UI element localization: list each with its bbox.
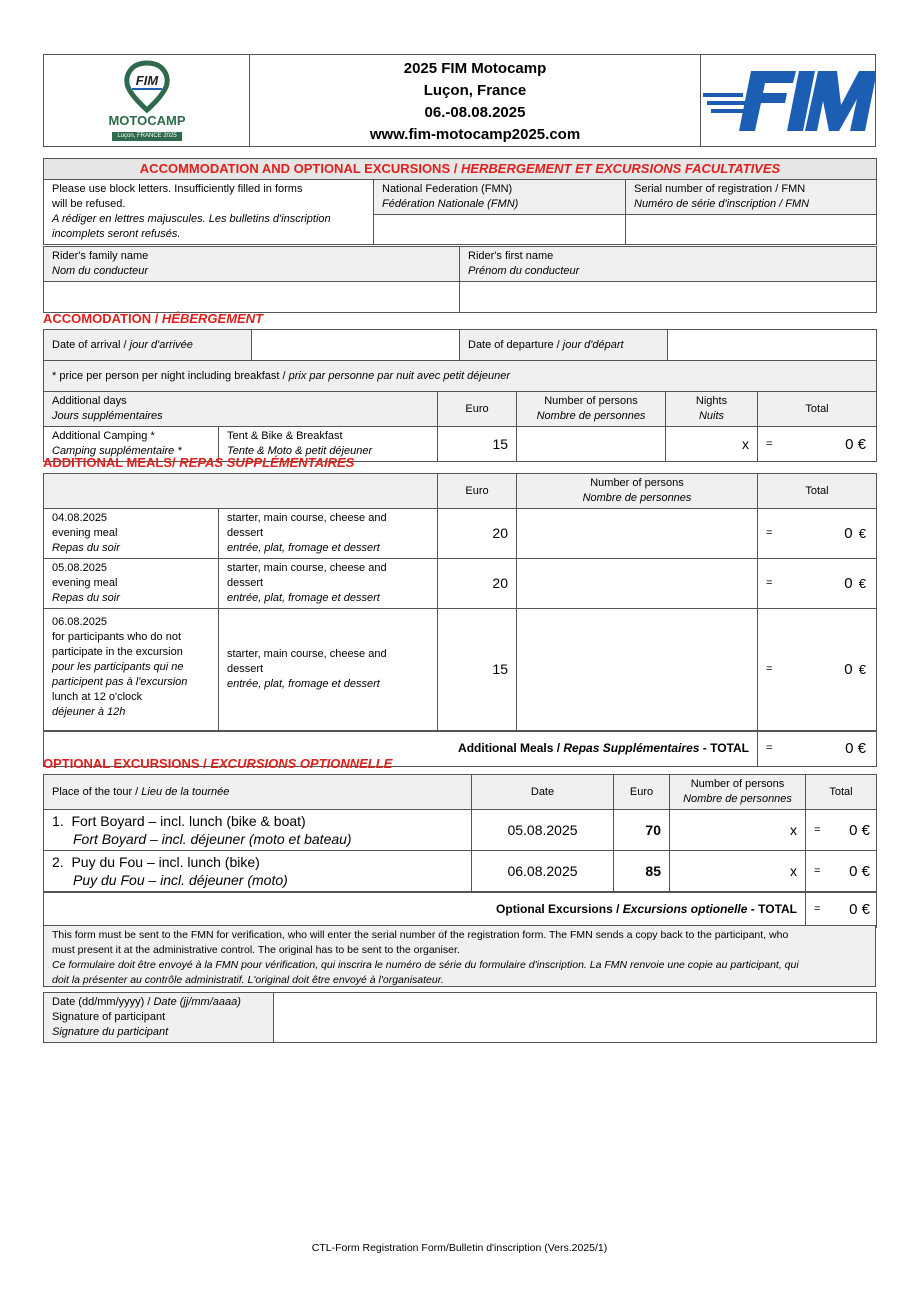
camping-price: 15 <box>438 427 517 462</box>
meal-total-value <box>844 576 866 593</box>
signature-table <box>43 992 877 1043</box>
meal-note-fr: pour les participants qui ne <box>52 661 184 673</box>
serial-label-en: Serial number of registration / FMN <box>634 183 806 195</box>
meal-type-fr: déjeuner à 12h <box>52 706 126 718</box>
meal-total-value <box>844 526 866 543</box>
equals-sign: = <box>814 823 821 836</box>
col-header-days-en: Additional days <box>52 395 127 407</box>
departure-label-en: Date of departure / <box>468 338 563 351</box>
meal-total <box>758 509 877 559</box>
signature-field[interactable] <box>274 993 877 1043</box>
camping-nights-field[interactable] <box>666 427 758 462</box>
family-name-label-en: Rider's family name <box>52 250 149 262</box>
banner-en: ACCOMMODATION AND OPTIONAL EXCURSIONS / <box>139 161 461 176</box>
excursion-total <box>806 810 877 851</box>
equals-sign: = <box>766 577 773 589</box>
col-header-persons <box>517 392 666 427</box>
accommodation-table <box>43 391 877 462</box>
notice-text-fr: doit la présenter au contrôle administratif. L'original doit être envoyé à l'organisateur. <box>52 974 444 986</box>
federation-label-en: National Federation (FMN) <box>382 183 513 195</box>
excursions-table <box>43 774 877 928</box>
excursions-col-total: Total <box>806 775 877 810</box>
meal-type: evening meal <box>52 577 118 589</box>
meal-row <box>44 559 877 609</box>
meals-total-label-fr: Repas Supplémentaires <box>563 741 700 756</box>
event-title-line: 06.-08.08.2025 <box>424 104 526 121</box>
meal-date: 04.08.2025 <box>52 512 108 524</box>
meal-price: 15 <box>438 609 517 731</box>
meals-total-value: 0 € <box>845 740 866 758</box>
instructions-cell <box>44 180 374 245</box>
accommodation-title-en: ACCOMODATION / <box>43 311 162 326</box>
camping-desc-en: Tent & Bike & Breakfast <box>227 430 343 442</box>
arrival-label-fr: jour d'arrivée <box>129 338 193 351</box>
excursion-total-value: 0 € <box>849 821 870 839</box>
fim-logo-icon <box>701 55 876 146</box>
instruction-text: will be refused. <box>52 198 126 210</box>
arrival-label <box>44 330 252 361</box>
multiply-sign: x <box>742 435 750 452</box>
currency: € <box>858 526 866 541</box>
excursions-col-place-fr: Lieu de la tournée <box>141 785 230 798</box>
first-name-label-fr: Prénom du conducteur <box>468 265 580 277</box>
meal-price: 20 <box>438 509 517 559</box>
excursion-place <box>44 810 472 851</box>
col-header-nights-fr: Nuits <box>698 410 725 422</box>
fim-logo <box>701 55 876 146</box>
meal-desc-en: dessert <box>227 527 264 539</box>
excursion-date: 05.08.2025 <box>472 810 614 851</box>
meal-desc-en: dessert <box>227 577 264 589</box>
multiply-sign: x <box>790 862 797 879</box>
excursions-col-persons-en: Number of persons <box>690 778 785 790</box>
excursions-col-place-en: Place of the tour / <box>52 785 142 798</box>
first-name-field[interactable] <box>460 282 877 313</box>
signature-label <box>44 993 274 1043</box>
meals-col-euro: Euro <box>438 474 517 509</box>
price-note <box>44 361 877 392</box>
excursion-name-en: Fort Boyard – incl. lunch (bike & boat) <box>71 813 306 829</box>
excursions-total-label-en: Optional Excursions / <box>496 902 623 917</box>
col-header-days-fr: Jours supplémentaires <box>52 410 163 422</box>
meal-desc-fr: entrée, plat, fromage et dessert <box>227 592 380 604</box>
federation-field[interactable] <box>374 215 626 245</box>
meal-desc <box>219 559 438 609</box>
meal-desc-en: dessert <box>227 662 264 675</box>
header <box>43 54 876 147</box>
multiply-sign: x <box>790 821 797 838</box>
meal-type-fr: Repas du soir <box>52 592 120 604</box>
meal-total-number: 0 <box>844 660 853 678</box>
meals-col-total: Total <box>758 474 877 509</box>
federation-label <box>374 180 626 215</box>
meal-label <box>44 559 219 609</box>
arrival-label-en: Date of arrival / <box>52 338 130 351</box>
equals-sign: = <box>814 864 821 877</box>
col-header-days <box>44 392 438 427</box>
excursion-total-value: 0 € <box>849 862 870 880</box>
meal-desc-fr: entrée, plat, fromage et dessert <box>227 542 380 554</box>
excursions-total-label-fr: Excursions optionelle <box>622 902 748 917</box>
motocamp-logo <box>44 55 250 146</box>
meals-col-persons-fr: Nombre de personnes <box>582 492 692 504</box>
accommodation-title-fr: HÉBERGEMENT <box>161 311 264 326</box>
departure-label <box>460 330 668 361</box>
price-note-en: * price per person per night including breakfast / <box>52 369 289 382</box>
signature-label-fr: Signature du participant <box>52 1026 169 1038</box>
excursion-place <box>44 851 472 893</box>
intro-table <box>43 158 877 245</box>
date-label-en: Date (dd/mm/yyyy) / <box>52 996 154 1008</box>
meal-desc-en: starter, main course, cheese and <box>227 647 387 660</box>
excursions-total-label <box>44 892 806 927</box>
meals-title <box>43 455 354 470</box>
signature-label-en: Signature of participant <box>52 1011 166 1023</box>
excursion-total <box>806 851 877 893</box>
serial-number-field[interactable] <box>626 215 877 245</box>
event-title <box>250 55 701 146</box>
camping-label-fr: Camping supplémentaire * <box>52 445 182 457</box>
equals-sign: = <box>766 742 773 755</box>
banner-fr: HERBERGEMENT ET EXCURSIONS FACULTATIVES <box>460 161 781 176</box>
notice-text-en: must present it at the administrative control. The original has to be sent to the organiser. <box>52 944 460 956</box>
col-header-persons-fr: Nombre de personnes <box>536 410 646 422</box>
excursion-row <box>44 851 877 893</box>
excursions-col-persons-fr: Nombre de personnes <box>683 793 792 805</box>
meal-total <box>758 609 877 731</box>
currency: € <box>858 576 866 591</box>
col-header-persons-en: Number of persons <box>544 395 638 407</box>
meals-total-suffix: - TOTAL <box>699 741 749 756</box>
motocamp-logo-text: MOTOCAMP <box>108 113 186 128</box>
footer-text: CTL-Form Registration Form/Bulletin d'inscription (Vers.2025/1) <box>311 1242 608 1254</box>
meal-total-value <box>844 662 866 679</box>
departure-label-fr: jour d'départ <box>562 338 624 351</box>
excursions-title <box>43 756 392 771</box>
meals-header-blank <box>44 474 438 509</box>
meals-title-fr: REPAS SUPPLÉMENTAIRES <box>179 455 355 470</box>
meals-col-persons <box>517 474 758 509</box>
excursions-total-value: 0 € <box>849 901 870 919</box>
departure-date-field[interactable] <box>668 330 877 361</box>
event-title-line: Luçon, France <box>423 82 527 99</box>
excursions-total <box>806 892 877 927</box>
excursion-number: 2. <box>52 854 64 870</box>
excursion-name-fr: Puy du Fou – incl. déjeuner (moto) <box>73 872 288 888</box>
excursions-col-place <box>44 775 472 810</box>
camping-label-en: Additional Camping * <box>52 430 155 442</box>
meal-total-number: 0 <box>844 525 853 542</box>
meal-total <box>758 559 877 609</box>
event-website-link[interactable]: www.fim-motocamp2025.com <box>369 126 581 143</box>
meal-type: evening meal <box>52 527 118 539</box>
excursion-price: 85 <box>614 851 670 893</box>
meal-persons-field[interactable] <box>517 559 758 609</box>
excursion-price: 70 <box>614 810 670 851</box>
camping-desc-fr: Tente & Moto & petit déjeuner <box>227 445 373 457</box>
meal-desc-en: starter, main course, cheese and <box>227 512 387 524</box>
instruction-text: incomplets seront refusés. <box>52 228 181 240</box>
meal-persons-field[interactable] <box>517 609 758 731</box>
camping-persons-field[interactable] <box>517 427 666 462</box>
section-banner <box>44 159 877 180</box>
event-title-line: 2025 FIM Motocamp <box>403 60 547 77</box>
excursion-persons-field[interactable] <box>670 810 806 851</box>
meal-note-fr: participent pas à l'excursion <box>52 676 188 688</box>
equals-sign: = <box>766 527 773 539</box>
excursion-name-fr: Fort Boyard – incl. déjeuner (moto et bateau) <box>73 831 352 847</box>
excursions-title-fr: EXCURSIONS OPTIONNELLE <box>210 756 393 771</box>
excursion-number: 1. <box>52 813 64 829</box>
meal-total-number: 0 <box>844 575 853 592</box>
family-name-field[interactable] <box>44 282 460 313</box>
meal-row <box>44 509 877 559</box>
notice-text-en: This form must be sent to the FMN for verification, who will enter the serial number of the registration form. The FMN sends a copy back to the participant, who <box>52 929 789 941</box>
family-name-label <box>44 247 460 282</box>
price-note-fr: prix par personne par nuit avec petit déjeuner <box>288 369 510 382</box>
col-header-total: Total <box>758 392 877 427</box>
col-header-euro: Euro <box>438 392 517 427</box>
meal-price: 20 <box>438 559 517 609</box>
meal-type-fr: Repas du soir <box>52 542 120 554</box>
meal-desc-en: starter, main course, cheese and <box>227 562 387 574</box>
equals-sign: = <box>814 903 821 916</box>
meal-type: lunch at 12 o'clock <box>52 691 143 703</box>
meal-desc-fr: entrée, plat, fromage et dessert <box>227 677 380 690</box>
excursion-persons-field[interactable] <box>670 851 806 893</box>
excursions-col-persons <box>670 775 806 810</box>
motocamp-logo-sub: Luçon, FRANCE 2025 <box>112 132 182 141</box>
meals-total <box>758 731 877 767</box>
excursions-col-date: Date <box>472 775 614 810</box>
meals-title-en: ADDITIONAL MEALS/ <box>43 455 180 470</box>
excursions-total-row <box>44 892 877 927</box>
meal-desc <box>219 609 438 731</box>
meal-desc <box>219 509 438 559</box>
camping-total <box>758 427 877 462</box>
federation-label-fr: Fédération Nationale (FMN) <box>382 198 519 210</box>
meals-col-persons-en: Number of persons <box>590 477 684 489</box>
serial-label <box>626 180 877 215</box>
svg-text:FIM: FIM <box>135 73 159 88</box>
dates-table <box>43 329 877 392</box>
excursion-name-en: Puy du Fou – incl. lunch (bike) <box>71 854 260 870</box>
equals-sign: = <box>766 662 773 675</box>
excursions-title-en: OPTIONAL EXCURSIONS / <box>43 756 211 771</box>
meal-date: 05.08.2025 <box>52 562 108 574</box>
accommodation-title <box>43 311 263 326</box>
first-name-label <box>460 247 877 282</box>
family-name-label-fr: Nom du conducteur <box>52 265 148 277</box>
serial-label-fr: Numéro de série d'inscription / FMN <box>634 198 810 210</box>
meal-row <box>44 609 877 731</box>
meal-label <box>44 509 219 559</box>
notice-box <box>43 925 876 987</box>
excursion-date: 06.08.2025 <box>472 851 614 893</box>
excursions-col-euro: Euro <box>614 775 670 810</box>
col-header-nights-en: Nights <box>695 395 728 407</box>
meal-date: 06.08.2025 <box>52 616 108 628</box>
date-label-fr: Date (jj/mm/aaaa) <box>153 996 241 1008</box>
notice-text-fr: Ce formulaire doit être envoyé à la FMN pour vérification, qui inscrira le numéro de série du formulaire d'inscription. La FMN renvoie une copie au participant, qui <box>52 959 799 971</box>
currency: € <box>858 661 866 677</box>
meals-total-label-en: Additional Meals / <box>458 741 564 756</box>
excursion-row <box>44 810 877 851</box>
instruction-text: Please use block letters. Insufficiently filled in forms <box>52 183 303 195</box>
meals-table <box>43 473 877 767</box>
excursions-total-suffix: - TOTAL <box>747 902 797 917</box>
arrival-date-field[interactable] <box>252 330 460 361</box>
instruction-text: A rédiger en lettres majuscules. Les bulletins d'inscription <box>52 213 331 225</box>
equals-sign: = <box>766 437 773 450</box>
camping-total-value: 0 € <box>845 435 867 453</box>
meal-persons-field[interactable] <box>517 509 758 559</box>
rider-table <box>43 246 877 313</box>
meal-note: participate in the excursion <box>52 646 183 658</box>
meal-label <box>44 609 219 731</box>
first-name-label-en: Rider's first name <box>468 250 554 262</box>
meal-note: for participants who do not <box>52 631 182 643</box>
col-header-nights <box>666 392 758 427</box>
